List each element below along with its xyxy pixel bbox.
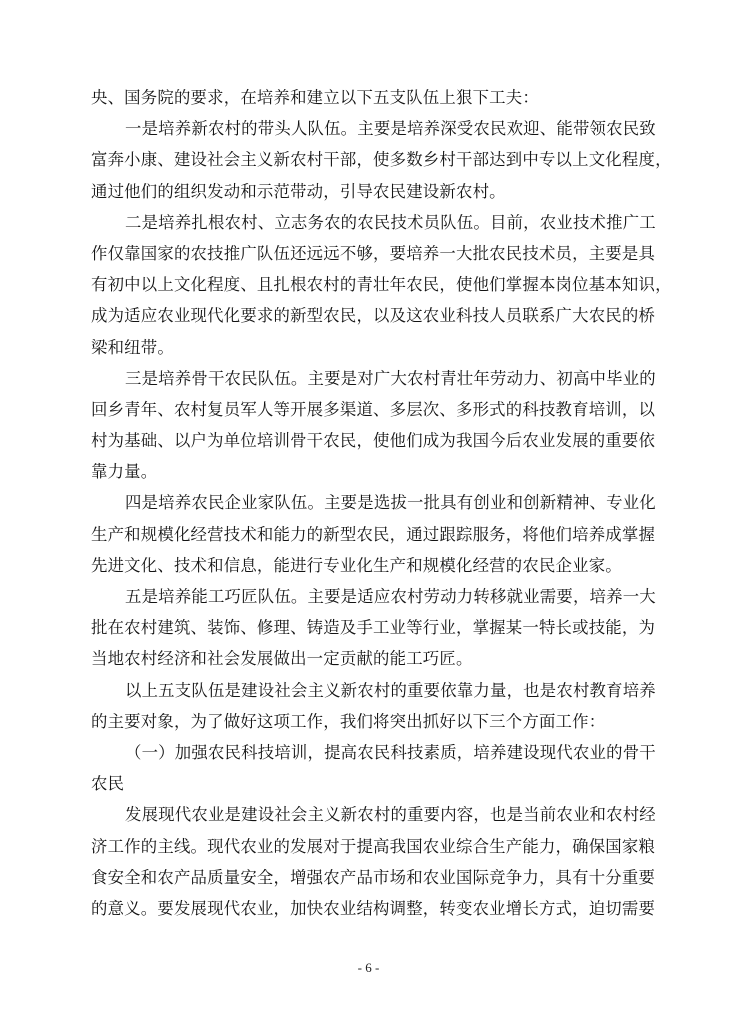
text-line: 有初中以上文化程度、且扎根农村的青壮年农民，使他们掌握本岗位基本知识， xyxy=(91,275,672,295)
text-line: 梁和纽带。 xyxy=(91,337,174,357)
text-line: 五是培养能工巧匠队伍。主要是适应农村劳动力转移就业需要，培养一大 xyxy=(125,587,656,606)
text-line: 成为适应农业现代化要求的新型农民，以及这农业科技人员联系广大农民的桥 xyxy=(91,306,656,326)
document-body xyxy=(91,82,672,924)
text-line: 生产和规模化经营技术和能力的新型农民，通过跟踪服务，将他们培养成掌握 xyxy=(91,524,656,544)
text-line: 当地农村经济和社会发展做出一定贡献的能工巧匠。 xyxy=(91,649,473,669)
page-number: - 6 - xyxy=(357,960,380,975)
text-line: 发展现代农业是建设社会主义新农村的重要内容，也是当前农业和农村经 xyxy=(125,805,656,825)
text-line: 以上五支队伍是建设社会主义新农村的重要依靠力量，也是农村教育培养 xyxy=(125,680,656,700)
text-line: 先进文化、技术和信息，能进行专业化生产和规模化经营的农民企业家。 xyxy=(91,555,622,575)
text-line: 回乡青年、农村复员军人等开展多渠道、多层次、多形式的科技教育培训，以 xyxy=(91,399,656,419)
text-line: 央、国务院的要求，在培养和建立以下五支队伍上狠下工夫： xyxy=(91,88,539,107)
text-line: 三是培养骨干农民队伍。主要是对广大农村青壮年劳动力、初高中毕业的 xyxy=(125,368,656,388)
text-line: 富奔小康、建设社会主义新农村干部，使多数乡村干部达到中专以上文化程度， xyxy=(91,150,672,170)
text-line: 济工作的主线。现代农业的发展对于提高我国农业综合生产能力，确保国家粮 xyxy=(91,836,656,856)
text-line: 的主要对象，为了做好这项工作，我们将突出抓好以下三个方面工作： xyxy=(91,711,606,731)
text-line: 食安全和农产品质量安全，增强农产品市场和农业国际竞争力，具有十分重要 xyxy=(91,867,656,887)
text-line: 通过他们的组织发动和示范带动，引导农民建设新农村。 xyxy=(91,181,506,201)
text-line: 一是培养新农村的带头人队伍。主要是培养深受农民欢迎、能带领农民致 xyxy=(125,119,656,139)
text-line: 村为基础、以户为单位培训骨干农民，使他们成为我国今后农业发展的重要依 xyxy=(91,431,656,451)
text-line: 四是培养农民企业家队伍。主要是选拔一批具有创业和创新精神、专业化 xyxy=(125,493,656,513)
text-line: 批在农村建筑、装饰、修理、铸造及手工业等行业，掌握某一特长或技能，为 xyxy=(91,618,656,638)
text-line: 的意义。要发展现代农业，加快农业结构调整，转变农业增长方式，迫切需要 xyxy=(91,898,656,918)
text-line: 作仅靠国家的农技推广队伍还远远不够，要培养一大批农民技术员，主要是具 xyxy=(91,243,656,263)
text-line: 靠力量。 xyxy=(91,462,158,482)
text-line: 二是培养扎根农村、立志务农的农民技术员队伍。目前，农业技术推广工 xyxy=(125,212,656,232)
text-line: （一）加强农民科技培训，提高农民科技素质，培养建设现代农业的骨干 xyxy=(125,742,656,762)
text-line: 农民 xyxy=(91,774,125,794)
